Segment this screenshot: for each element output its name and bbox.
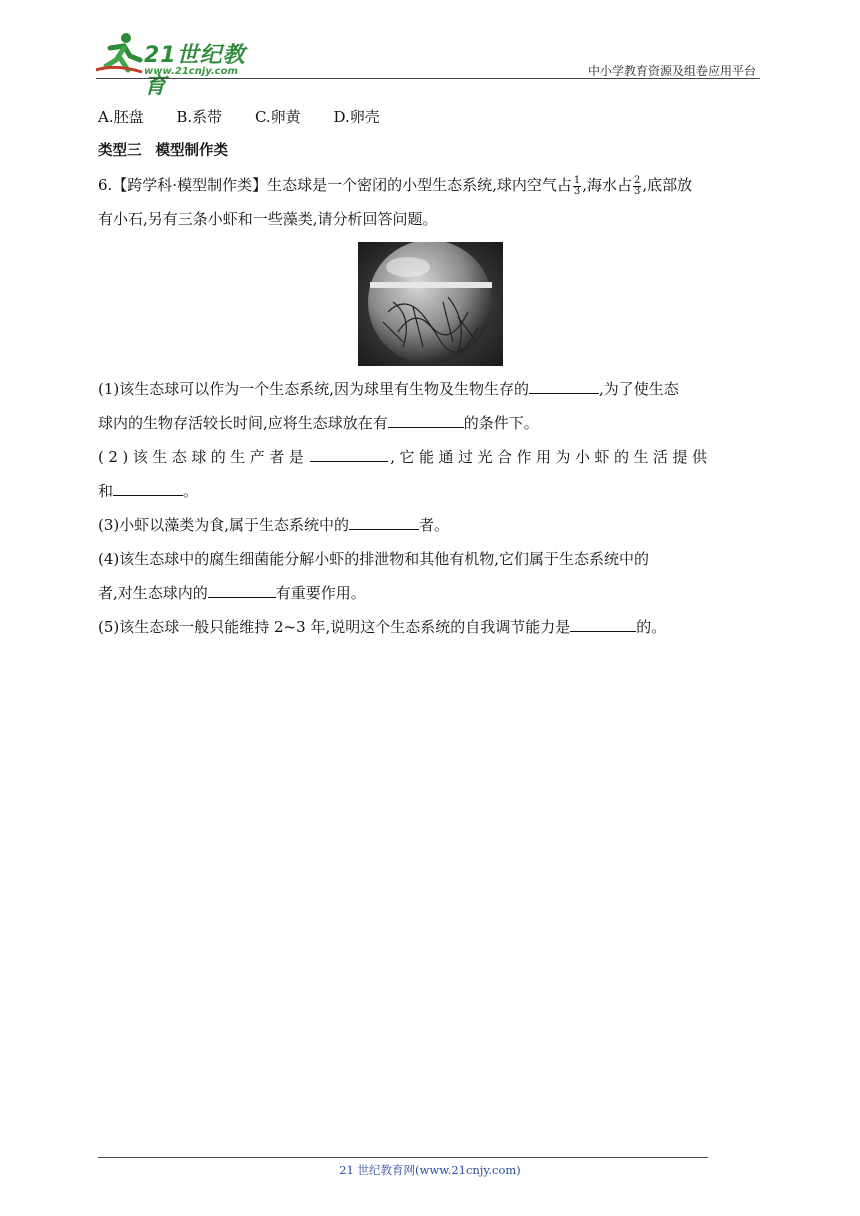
header-divider	[96, 78, 760, 79]
answer-blank[interactable]	[349, 515, 419, 530]
question-4-line2: 者,对生态球内的 有重要作用。	[98, 584, 366, 602]
question-stem-line2: 有小石,另有三条小虾和一些藻类,请分析回答问题。	[98, 210, 438, 228]
question-5: (5)该生态球一般只能维持 2~3 年,说明这个生态系统的自我调节能力是 的。	[98, 618, 667, 636]
option-a: A.胚盘	[98, 108, 144, 126]
option-b: B.系带	[176, 108, 223, 126]
runner-icon	[96, 30, 144, 76]
section-title: 模型制作类	[155, 143, 228, 159]
option-d: D.卵壳	[333, 108, 380, 126]
question-text: 6.【跨学科·模型制作类】生态球是一个密闭的小型生态系统,球内空气占	[98, 176, 572, 194]
site-logo	[96, 30, 266, 99]
section-label: 类型三	[98, 143, 142, 159]
fraction-air: $\frac{1}{3}$	[573, 174, 581, 197]
question-text-mid: ,海水占	[582, 176, 633, 194]
fraction-water: $\frac{2}{3}$	[634, 174, 641, 197]
logo-title: 21世纪教育	[144, 43, 246, 99]
question-stem	[98, 168, 762, 202]
question-text-end: ,底部放	[642, 176, 693, 194]
answer-options	[98, 100, 762, 134]
answer-blank[interactable]	[388, 413, 464, 428]
option-c: C.卵黄	[254, 108, 301, 126]
page-header	[96, 30, 760, 99]
footer-divider	[98, 1157, 708, 1158]
question-2-line1: (2)该生态球的生产者是 ,它能通过光合作用为小虾的生活提供	[98, 448, 712, 466]
logo-url: www.21cnjy.com	[144, 66, 238, 77]
answer-blank[interactable]	[113, 481, 183, 496]
document-body	[98, 100, 762, 644]
question-1-line1: (1)该生态球可以作为一个生态系统,因为球里有生物及生物生存的 ,为了使生态	[98, 380, 679, 398]
page-footer: 21 世纪教育网(www.21cnjy.com)	[339, 1163, 521, 1177]
answer-blank[interactable]	[529, 379, 599, 394]
header-tagline: 中小学教育资源及组卷应用平台	[587, 64, 756, 78]
question-2-line2: 和 。	[98, 482, 199, 500]
ecosphere-photo	[358, 242, 503, 366]
answer-blank[interactable]	[208, 583, 276, 598]
question-1-line2: 球内的生物存活较长时间,应将生态球放在有 的条件下。	[98, 414, 539, 432]
question-4-line1: (4)该生态球中的腐生细菌能分解小虾的排泄物和其他有机物,它们属于生态系统中的	[98, 550, 650, 568]
photo-container	[98, 242, 762, 366]
section-heading	[98, 134, 762, 168]
answer-blank[interactable]	[570, 617, 636, 632]
answer-blank[interactable]	[310, 447, 388, 462]
question-3: (3)小虾以藻类为食,属于生态系统中的 者。	[98, 516, 450, 534]
